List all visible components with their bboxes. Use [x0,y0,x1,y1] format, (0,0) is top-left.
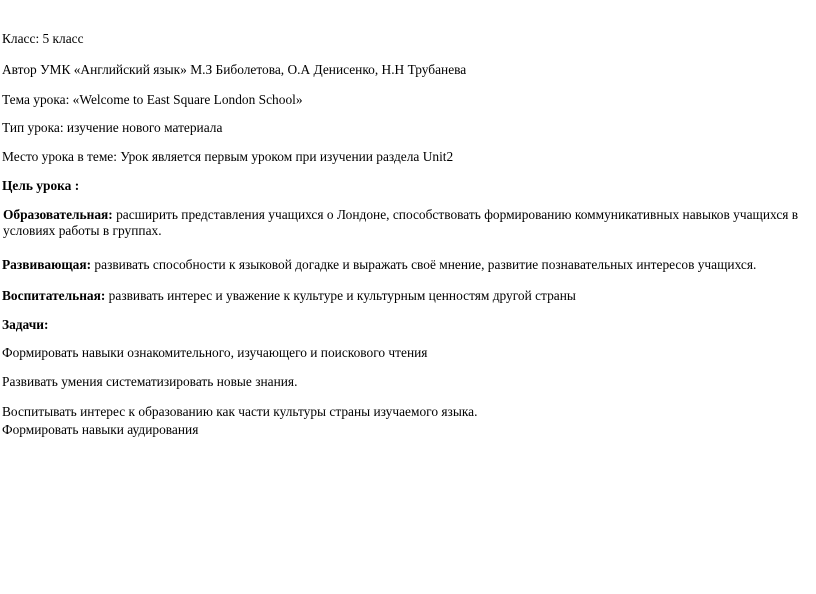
author-line: Автор УМК «Английский язык» М.З Биболетова, О.А Денисенко, Н.Н Трубанева [2,62,467,77]
task-item: Формировать навыки ознакомительного, изучающего и поискового чтения [2,345,428,360]
tasks-heading [2,317,48,333]
class-line: Класс: 5 класс [2,31,84,46]
upbringing-goal-text: развивать интерес и уважение к культуре и культурным ценностям другой страны [105,288,576,303]
developmental-goal-text: развивать способности к языковой догадке и выражать своё мнение, развитие познавательных интересов учащихся. [91,257,757,272]
lesson-topic-line: Тема урока: «Welcome to East Square London School» [2,92,303,107]
upbringing-goal-label: Воспитательная: [2,288,106,303]
lesson-place-line: Место урока в теме: Урок является первым уроком при изучении раздела Unit2 [2,149,454,164]
upbringing-goal [2,288,576,304]
developmental-goal [2,257,756,273]
goal-heading-text: Цель урока : [2,178,80,193]
lesson-type-line: Тип урока: изучение нового материала [2,120,223,135]
task-item: Развивать умения систематизировать новые знания. [2,374,298,389]
educational-goal-text: расширить представления учащихся о Лондоне, способствовать формированию коммуникативных навыков учащихся в условиях работы в группах. [3,207,799,238]
educational-goal-label: Образовательная: [3,207,113,222]
educational-goal [3,207,815,239]
task-item: Формировать навыки аудирования [2,422,199,437]
tasks-heading-text: Задачи: [2,317,49,332]
developmental-goal-label: Развивающая: [2,257,92,272]
task-item: Воспитывать интерес к образованию как части культуры страны изучаемого языка. [2,404,478,419]
goal-heading [2,178,79,194]
